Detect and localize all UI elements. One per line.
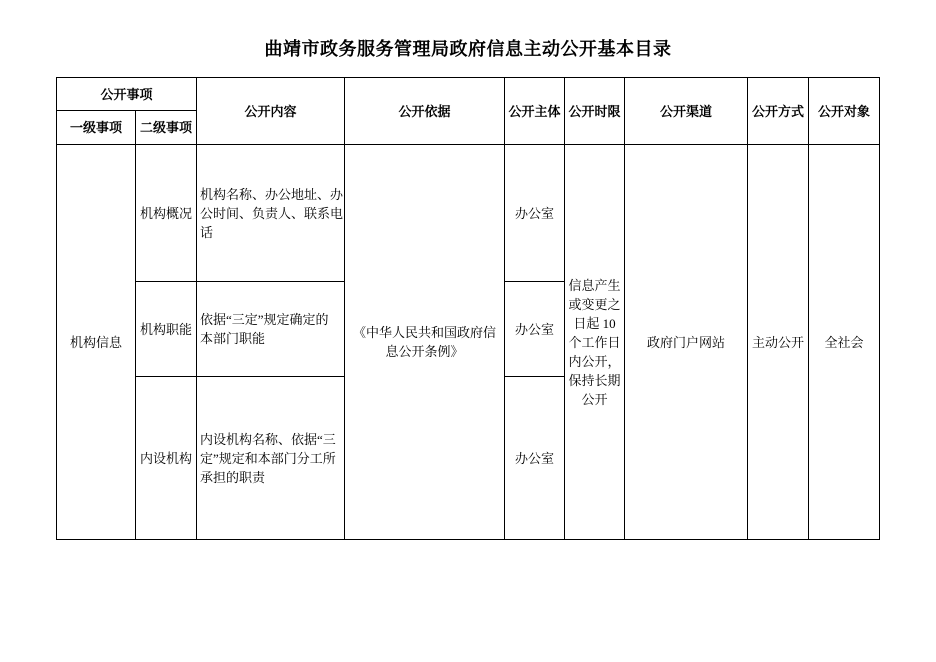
cell-content: 依据“三定”规定确定的 本部门职能: [197, 282, 345, 377]
cell-level2: 内设机构: [136, 377, 197, 540]
cell-level1: 机构信息: [57, 145, 136, 540]
disclosure-catalog-table: [56, 77, 880, 540]
cell-basis: 《中华人民共和国政府信息公开条例》: [345, 145, 505, 540]
header-level1: 一级事项: [57, 111, 136, 145]
header-row: [57, 78, 880, 111]
cell-level2: 机构概况: [136, 145, 197, 282]
cell-channel: 政府门户网站: [625, 145, 748, 540]
cell-time-limit: 信息产生 或变更之 日起 10 个工作日 内公开， 保持长期 公开: [565, 145, 625, 540]
header-basis: 公开依据: [345, 78, 505, 145]
cell-subject: 办公室: [505, 145, 565, 282]
header-disclosure-item: 公开事项: [57, 78, 197, 111]
header-audience: 公开对象: [809, 78, 880, 145]
cell-audience: 全社会: [809, 145, 880, 540]
header-time-limit: 公开时限: [565, 78, 625, 145]
header-content: 公开内容: [197, 78, 345, 145]
header-level2: 二级事项: [136, 111, 197, 145]
cell-method: 主动公开: [748, 145, 809, 540]
page-title: 曲靖市政务服务管理局政府信息主动公开基本目录: [264, 39, 672, 59]
header-channel: 公开渠道: [625, 78, 748, 145]
cell-level2: 机构职能: [136, 282, 197, 377]
cell-content: 机构名称、办公地址、办 公时间、负责人、联系电 话: [197, 145, 345, 282]
cell-content: 内设机构名称、依据“三 定”规定和本部门分工所 承担的职责: [197, 377, 345, 540]
table-row: [57, 145, 880, 282]
header-subject: 公开主体: [505, 78, 565, 145]
header-method: 公开方式: [748, 78, 809, 145]
cell-subject: 办公室: [505, 377, 565, 540]
cell-subject: 办公室: [505, 282, 565, 377]
